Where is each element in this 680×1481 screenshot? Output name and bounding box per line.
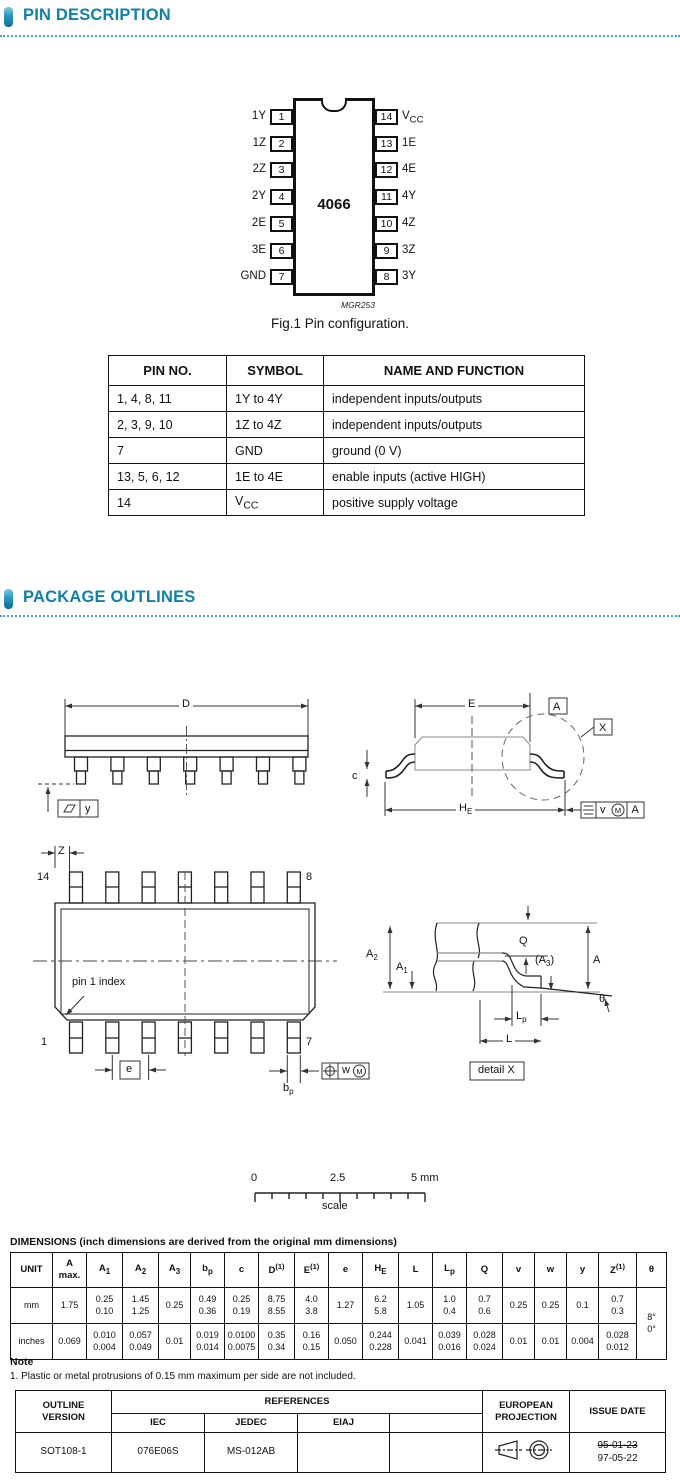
- pin-label: 4Z: [402, 216, 416, 229]
- scale-tick-5mm: 5 mm: [411, 1172, 439, 1184]
- dim-value-cell: 0.039 0.016: [433, 1324, 467, 1360]
- pin-number-box: 14: [375, 109, 398, 125]
- pin-label: 2Z: [252, 163, 266, 176]
- pin-label: 2E: [251, 216, 266, 229]
- pin-configuration-figure: [230, 95, 450, 310]
- dim-label-theta: θ: [599, 993, 606, 1005]
- dim-table-header: $Z^{(1)}$: [599, 1253, 637, 1288]
- pin-table-body: [109, 386, 585, 516]
- eiaj-value: [298, 1433, 390, 1473]
- dim-table-header: $D^{(1)}$: [259, 1253, 295, 1288]
- chip-label: 4066: [317, 196, 351, 213]
- pin-table-row: [109, 464, 585, 490]
- dim-table-header: y: [567, 1253, 599, 1288]
- outline-version-value: SOT108-1: [16, 1433, 112, 1473]
- dim-label-Z: Z: [58, 845, 65, 857]
- dim-table-row: [11, 1288, 667, 1324]
- pin-number-box: 7: [270, 269, 293, 285]
- pin-table-cell: independent inputs/outputs: [324, 412, 585, 438]
- pin-label: 1Y: [251, 110, 266, 122]
- dim-table-header: $L_p$: [433, 1253, 467, 1288]
- detail-ref-X-label: X: [599, 722, 607, 734]
- dim-table-row: [11, 1324, 667, 1360]
- dim-value-cell: 1.27: [329, 1288, 363, 1324]
- dim-table-header: e: [329, 1253, 363, 1288]
- dim-value-cell: 8.75 8.55: [259, 1288, 295, 1324]
- dim-table-header: UNIT: [11, 1253, 53, 1288]
- modifier-M-icon: M: [614, 805, 622, 815]
- dim-value-cell: 0.041: [399, 1324, 433, 1360]
- section-bullet-icon: [4, 7, 13, 27]
- dim-value-cell: 1.45 1.25: [123, 1288, 159, 1324]
- package-outline-drawing: [0, 660, 680, 1215]
- section-title: PACKAGE OUTLINES: [23, 588, 196, 606]
- pin-table-cell: 13, 5, 6, 12: [109, 464, 227, 490]
- outline-line-art: [0, 660, 680, 1215]
- pin1-index-note: pin 1 index: [72, 976, 126, 988]
- references-header: REFERENCES: [112, 1391, 483, 1414]
- jedec-value: MS-012AB: [205, 1433, 298, 1473]
- section-header-pin-description: [0, 6, 680, 37]
- dim-table-header: $A_3$: [159, 1253, 191, 1288]
- dimensions-table: [10, 1252, 667, 1360]
- pin-table-cell: positive supply voltage: [324, 490, 585, 516]
- pin-label: 3Z: [402, 243, 416, 256]
- iec-header: IEC: [112, 1414, 205, 1433]
- dim-value-cell: 0.028 0.024: [467, 1324, 503, 1360]
- tolerance-datum-A-label: A: [631, 804, 639, 816]
- pin-label: 3Y: [402, 270, 417, 283]
- dim-value-cell: 0.25: [503, 1288, 535, 1324]
- detail-x-caption: detail X: [478, 1064, 515, 1076]
- dim-value-cell: 1.05: [399, 1288, 433, 1324]
- pin-number-box: 11: [375, 189, 398, 205]
- dim-label-HE: $H_E$: [456, 803, 475, 816]
- pin-table-row: [109, 386, 585, 412]
- dim-table-header: $H_E$: [363, 1253, 399, 1288]
- dim-header-row: [11, 1253, 667, 1288]
- flatness-ref-label: y: [85, 803, 91, 815]
- dim-value-cell: 0.01: [503, 1324, 535, 1360]
- jedec-header: JEDEC: [205, 1414, 298, 1433]
- pin-number-box: 10: [375, 216, 398, 232]
- dim-label-D: D: [179, 699, 193, 710]
- dim-label-A: A: [593, 954, 601, 966]
- dim-value-cell: 0.004: [567, 1324, 599, 1360]
- pin-number-box: 5: [270, 216, 293, 232]
- dim-value-cell: 0.028 0.012: [599, 1324, 637, 1360]
- blank-header: [390, 1414, 483, 1433]
- first-angle-projection-icon: [495, 1438, 557, 1462]
- dim-table-header: $A_2$: [123, 1253, 159, 1288]
- scale-tick-0: 0: [251, 1172, 258, 1184]
- dim-table-header: $E^{(1)}$: [295, 1253, 329, 1288]
- dim-table-header: $b_p$: [191, 1253, 225, 1288]
- dim-value-cell: 0.01: [535, 1324, 567, 1360]
- pin-number-box: 6: [270, 243, 293, 259]
- dim-value-cell: 6.2 5.8: [363, 1288, 399, 1324]
- note-text: 1. Plastic or metal protrusions of 0.15 mm maximum per side are not included.: [10, 1371, 356, 1382]
- iec-value: 076E06S: [112, 1433, 205, 1473]
- pin-number-box: 1: [270, 109, 293, 125]
- dim-unit-cell: mm: [11, 1288, 53, 1324]
- outline-version-header: OUTLINE VERSION: [16, 1391, 112, 1433]
- figure-caption: Fig.1 Pin configuration.: [270, 316, 410, 331]
- dim-table-header: L: [399, 1253, 433, 1288]
- dim-value-cell: 0.35 0.34: [259, 1324, 295, 1360]
- pin-14-label: 14: [37, 871, 50, 883]
- pin-table-header-row: [109, 356, 585, 386]
- pin-number-box: 3: [270, 162, 293, 178]
- pin-label: 2Y: [251, 190, 266, 203]
- pin-table-cell: 1E to 4E: [227, 464, 324, 490]
- pin-table-cell: 14: [109, 490, 227, 516]
- dim-value-cell: 0.49 0.36: [191, 1288, 225, 1324]
- scale-label: scale: [322, 1200, 348, 1212]
- dim-table-header: c: [225, 1253, 259, 1288]
- pin-number-box: 12: [375, 162, 398, 178]
- dim-table-header: θ: [637, 1253, 667, 1288]
- pin-table-cell: 2, 3, 9, 10: [109, 412, 227, 438]
- dim-value-cell: 0.244 0.228: [363, 1324, 399, 1360]
- pin-description-table: [108, 355, 585, 516]
- dim-label-A3: $(A_3)$: [535, 954, 555, 969]
- datum-A-label: A: [553, 701, 561, 713]
- pin-label: 3E: [251, 243, 266, 256]
- pin-table-header: PIN NO.: [109, 356, 227, 386]
- pin-7-label: 7: [306, 1036, 313, 1048]
- dim-table-body: [11, 1288, 667, 1360]
- tolerance-v-label: v: [600, 804, 606, 816]
- pin-number-box: 2: [270, 136, 293, 152]
- pin-table-cell: ground (0 V): [324, 438, 585, 464]
- drawing-code: MGR253: [340, 300, 375, 310]
- dim-label-Q: Q: [519, 935, 528, 947]
- dim-table-header: v: [503, 1253, 535, 1288]
- version-data-row: [16, 1433, 666, 1473]
- scale-tick-2-5: 2.5: [330, 1172, 346, 1184]
- pin-8-label: 8: [306, 871, 313, 883]
- issue-date-old: 95-01-23: [597, 1440, 638, 1451]
- pin-table-cell: 7: [109, 438, 227, 464]
- pin-table-cell: 1Y to 4Y: [227, 386, 324, 412]
- dim-theta-cell: 8° 0°: [637, 1288, 667, 1360]
- dim-value-cell: 4.0 3.8: [295, 1288, 329, 1324]
- pin-1-label: 1: [41, 1036, 48, 1048]
- pin-number-box: 13: [375, 136, 398, 152]
- pin-number-box: 9: [375, 243, 398, 259]
- pin-table-header: NAME AND FUNCTION: [324, 356, 585, 386]
- note-heading: Note: [10, 1356, 34, 1368]
- dim-value-cell: 1.75: [53, 1288, 87, 1324]
- pin-table-header: SYMBOL: [227, 356, 324, 386]
- pin-table-cell: 1, 4, 8, 11: [109, 386, 227, 412]
- dim-table-header: A max.: [53, 1253, 87, 1288]
- chip-notch: [321, 98, 347, 112]
- dim-table-header: Q: [467, 1253, 503, 1288]
- dim-value-cell: 0.019 0.014: [191, 1324, 225, 1360]
- pin-number-box: 8: [375, 269, 398, 285]
- dim-value-cell: 0.0100 0.0075: [225, 1324, 259, 1360]
- issue-date-cell: [570, 1433, 666, 1473]
- dim-table-header: w: [535, 1253, 567, 1288]
- dim-value-cell: 0.1: [567, 1288, 599, 1324]
- issue-date-new: 97-05-22: [597, 1452, 638, 1464]
- dim-value-cell: 0.7 0.6: [467, 1288, 503, 1324]
- dim-label-A2: $A_2$: [366, 948, 378, 963]
- dim-value-cell: 0.25: [535, 1288, 567, 1324]
- dimensions-title: DIMENSIONS (inch dimensions are derived from the original mm dimensions): [10, 1236, 397, 1248]
- dim-label-e: e: [126, 1063, 133, 1075]
- dim-value-cell: 0.25 0.10: [87, 1288, 123, 1324]
- outline-version-table: [15, 1390, 666, 1473]
- dim-table-header: $A_1$: [87, 1253, 123, 1288]
- dim-label-bp: $b_p$: [283, 1082, 294, 1097]
- european-projection-header: EUROPEAN PROJECTION: [483, 1391, 570, 1433]
- dim-value-cell: 0.050: [329, 1324, 363, 1360]
- dim-label-A1: $A_1$: [396, 961, 408, 976]
- pin-table-row: [109, 490, 585, 516]
- dim-value-cell: 0.25: [159, 1288, 191, 1324]
- modifier-M-icon: M: [356, 1066, 363, 1076]
- pin-table-row: [109, 412, 585, 438]
- pin-label: GND: [240, 270, 266, 283]
- dim-value-cell: 0.01: [159, 1324, 191, 1360]
- pin-table-cell: GND: [227, 438, 324, 464]
- section-title: PIN DESCRIPTION: [23, 6, 171, 24]
- section-bullet-icon: [4, 589, 13, 609]
- dim-value-cell: 0.069: [53, 1324, 87, 1360]
- pin-table-row: [109, 438, 585, 464]
- pin-label: $V_{CC}$: [402, 110, 424, 126]
- issue-date-header: ISSUE DATE: [570, 1391, 666, 1433]
- tolerance-w-label: w: [342, 1064, 350, 1076]
- dim-value-cell: 0.010 0.004: [87, 1324, 123, 1360]
- dim-unit-cell: inches: [11, 1324, 53, 1360]
- pin-label: 1E: [402, 136, 417, 149]
- pin-table-cell: 1Z to 4Z: [227, 412, 324, 438]
- pin-table-cell: $V_{CC}$: [227, 490, 324, 516]
- eiaj-header: EIAJ: [298, 1414, 390, 1433]
- section-header-package-outlines: [0, 588, 680, 617]
- pin-label: 4Y: [402, 190, 417, 203]
- dim-value-cell: 1.0 0.4: [433, 1288, 467, 1324]
- dim-label-E: E: [465, 699, 478, 710]
- dim-label-L: L: [503, 1034, 515, 1045]
- extra-value: [390, 1433, 483, 1473]
- dim-label-Lp: $L_p$: [513, 1011, 530, 1024]
- version-header-row-1: [16, 1391, 666, 1414]
- dim-value-cell: 0.057 0.049: [123, 1324, 159, 1360]
- dim-value-cell: 0.7 0.3: [599, 1288, 637, 1324]
- dim-value-cell: 0.25 0.19: [225, 1288, 259, 1324]
- dim-value-cell: 0.16 0.15: [295, 1324, 329, 1360]
- european-projection-cell: [483, 1433, 570, 1473]
- pin-label: 4E: [402, 163, 417, 176]
- pin-number-box: 4: [270, 189, 293, 205]
- pin-table-cell: independent inputs/outputs: [324, 386, 585, 412]
- dim-label-c: c: [352, 770, 358, 782]
- pin-table-cell: enable inputs (active HIGH): [324, 464, 585, 490]
- pin-label: 1Z: [252, 136, 266, 149]
